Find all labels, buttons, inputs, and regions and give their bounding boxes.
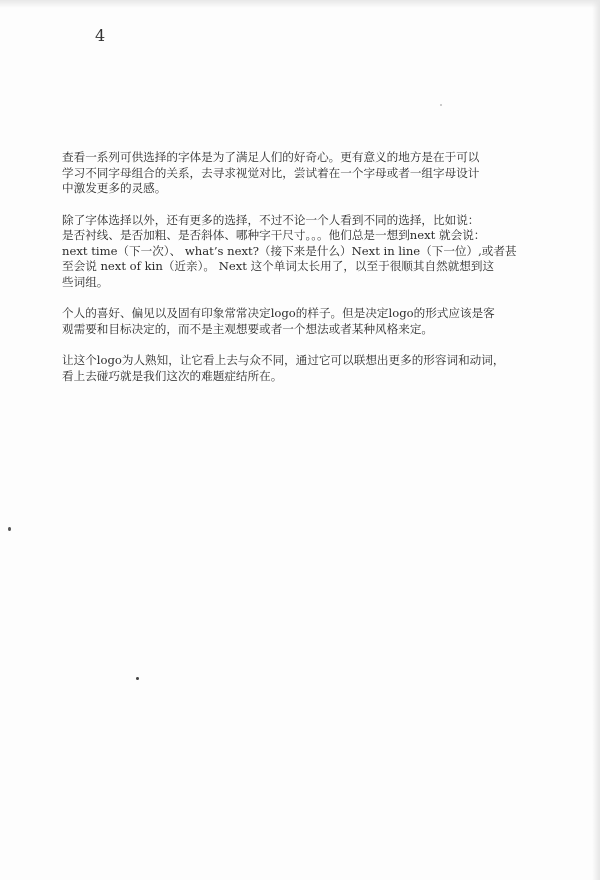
text-line: 看上去碰巧就是我们这次的难题症结所在。 (62, 368, 283, 383)
text-line: 些词组。 (62, 274, 109, 289)
text-line: next time（下一次）、 what’s next?（接下来是什么）Next in line（下一位）,或者甚 (62, 243, 517, 258)
text-line: 让这个logo为人熟知，让它看上去与众不同，通过它可以联想出更多的形容词和动词， (62, 353, 505, 367)
scan-speck (136, 677, 139, 680)
paragraph-1 (62, 150, 522, 197)
page-number: 4 (95, 26, 106, 45)
text-line: 除了字体选择以外，还有更多的选择，不过不论一个人看到不同的选择，比如说： (62, 212, 480, 227)
text-line: 查看一系列可供选择的字体是为了满足人们的好奇心。更有意义的地方是在于可以 (62, 150, 480, 164)
paragraph-3 (62, 306, 522, 337)
text-line: 至会说 next of kin（近亲）。 Next 这个单词太长用了，以至于很顺其自然就想到这 (62, 259, 495, 273)
paragraph-2 (62, 213, 522, 291)
paragraph-4 (62, 353, 522, 384)
text-line: 学习不同字母组合的关系，去寻求视觉对比，尝试着在一个字母或者一组字母设计 (62, 165, 480, 180)
text-line: 个人的喜好、偏见以及固有印象常常决定logo的样子。但是决定logo的形式应该是客 (62, 306, 495, 320)
text-line: 观需要和目标决定的，而不是主观想要或者一个想法或者某种风格来定。 (62, 321, 434, 336)
scan-speck (8, 527, 11, 531)
text-line: 中激发更多的灵感。 (62, 181, 167, 195)
text-line: 是否衬线、是否加粗、是否斜体、哪种字干尺寸。。。他们总是一想到next 就会说： (62, 228, 486, 242)
scan-speck (440, 104, 442, 106)
body-text (62, 150, 522, 400)
